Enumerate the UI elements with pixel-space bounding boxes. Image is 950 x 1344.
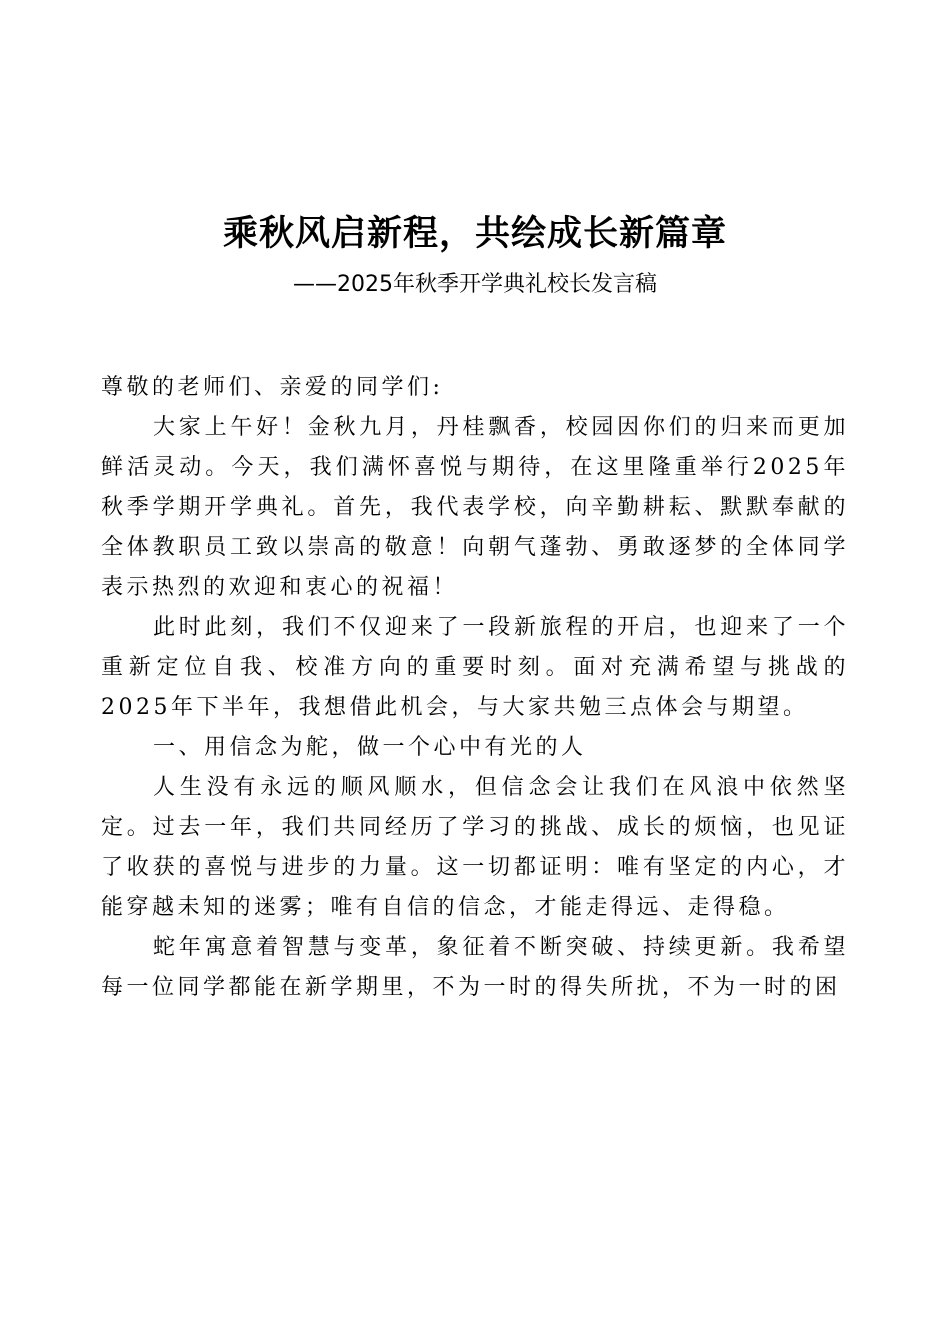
salutation: 尊敬的老师们、亲爱的同学们: bbox=[101, 375, 444, 400]
document-body bbox=[101, 368, 849, 1008]
paragraph-greeting: 大家上午好！金秋九月，丹桂飘香，校园因你们的归来而更加鲜活灵动。今天，我们满怀喜悦与期待，在这里隆重举行2025年秋季学期开学典礼。首先，我代表学校，向辛勤耕耘、默默奉献的全体教职员工致以崇高的敬意！向朝气蓬勃、勇敢逐梦的全体同学表示热烈的欢迎和衷心的祝福！ bbox=[101, 415, 849, 600]
document-subtitle: ——2025年秋季开学典礼校长发言稿 bbox=[293, 272, 657, 297]
paragraph-snake-year: 蛇年寓意着智慧与变革，象征着不断突破、持续更新。我希望每一位同学都能在新学期里，不为一时的得失所扰，不为一时的困 bbox=[101, 935, 849, 1000]
paragraph-intro: 此时此刻，我们不仅迎来了一段新旅程的开启，也迎来了一个重新定位自我、校准方向的重要时刻。面对充满希望与挑战的2025年下半年，我想借此机会，与大家共勉三点体会与期望。 bbox=[101, 615, 849, 720]
document-title: 乘秋风启新程，共绘成长新篇章 bbox=[222, 213, 727, 254]
section-heading-1: 一、用信念为舵，做一个心中有光的人 bbox=[153, 735, 587, 760]
paragraph-belief: 人生没有永远的顺风顺水，但信念会让我们在风浪中依然坚定。过去一年，我们共同经历了学习的挑战、成长的烦恼，也见证了收获的喜悦与进步的力量。这一切都证明：唯有坚定的内心，才能穿越未知的迷雾；唯有自信的信念，才能走得远、走得稳。 bbox=[101, 775, 849, 920]
